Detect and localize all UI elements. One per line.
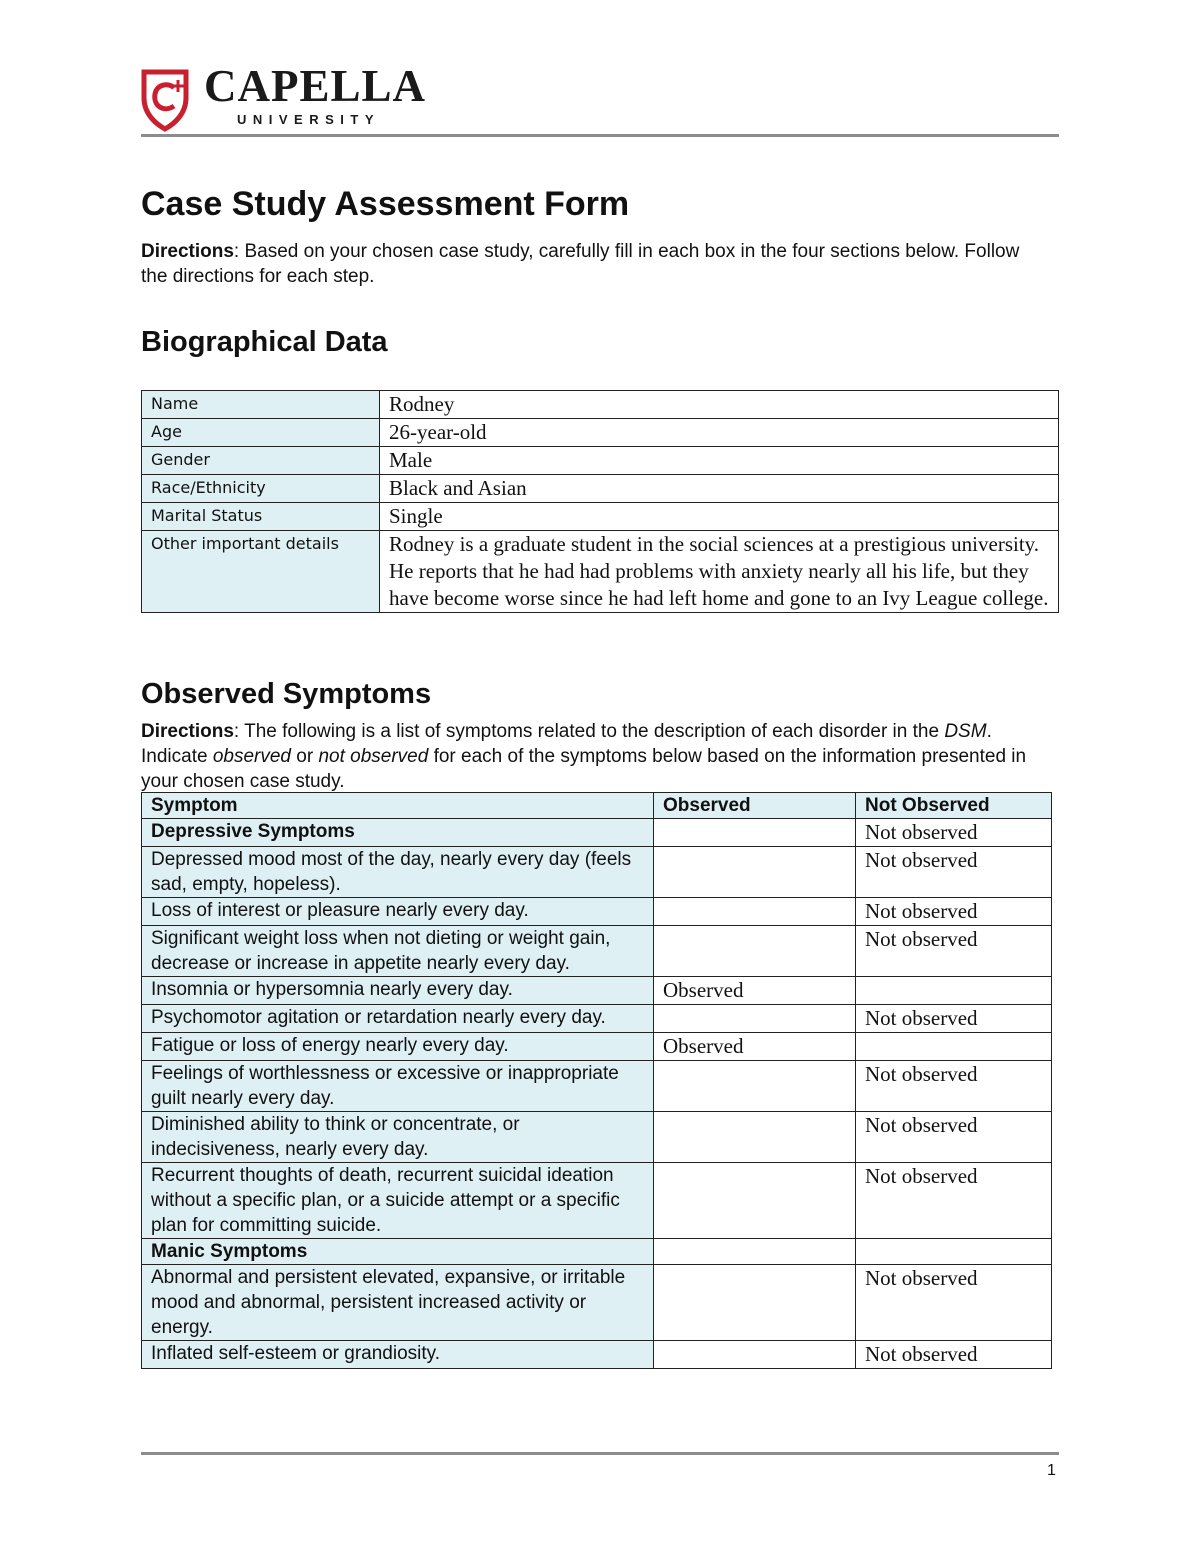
- not-observed-cell: [856, 1239, 1052, 1265]
- bio-value: Rodney: [380, 391, 1059, 419]
- bio-value: Rodney is a graduate student in the social sciences at a prestigious university. He reports that he had had problems with anxiety nearly all his life, but they have become worse since he had left home and gone to an Ivy League college.: [380, 531, 1059, 613]
- not-observed-cell: [856, 1033, 1052, 1061]
- symptoms-directions-label: Directions: [141, 721, 234, 742]
- bio-row: [142, 391, 1059, 419]
- symptom-row: [142, 977, 1052, 1005]
- not-observed-cell: Not observed: [856, 898, 1052, 926]
- bio-row: [142, 447, 1059, 475]
- page-number: 1: [1047, 1462, 1056, 1479]
- symptom-text: Psychomotor agitation or retardation nearly every day.: [142, 1005, 654, 1033]
- observed-cell: [654, 1265, 856, 1341]
- bio-value: 26-year-old: [380, 419, 1059, 447]
- directions-text: : Based on your chosen case study, carefully fill in each box in the four sections below. Follow the directions for each step.: [141, 241, 1020, 287]
- observed-cell: [654, 1112, 856, 1163]
- observed-cell: [654, 1163, 856, 1239]
- observed-cell: [654, 926, 856, 977]
- bio-label: Marital Status: [142, 503, 380, 531]
- symptom-category-row: [142, 1239, 1052, 1265]
- bio-row: [142, 531, 1059, 613]
- symptom-text: Significant weight loss when not dieting or weight gain, decrease or increase in appetite nearly every day.: [142, 926, 654, 977]
- symptom-text: Loss of interest or pleasure nearly every day.: [142, 898, 654, 926]
- logo-subtitle: UNIVERSITY: [237, 112, 381, 127]
- symptom-text: Depressed mood most of the day, nearly every day (feels sad, empty, hopeless).: [142, 847, 654, 898]
- capella-logo: [140, 61, 430, 132]
- symptom-category-row: [142, 819, 1052, 847]
- bio-value: Single: [380, 503, 1059, 531]
- observed-cell: [654, 847, 856, 898]
- not-observed-cell: Not observed: [856, 1265, 1052, 1341]
- header-not-observed: Not Observed: [856, 793, 1052, 819]
- observed-cell: [654, 1341, 856, 1369]
- symptom-text: Inflated self-esteem or grandiosity.: [142, 1341, 654, 1369]
- bio-value: Black and Asian: [380, 475, 1059, 503]
- observed-term: observed: [212, 746, 291, 767]
- symptom-text: Diminished ability to think or concentrate, or indecisiveness, nearly every day.: [142, 1112, 654, 1163]
- symptom-text: Feelings of worthlessness or excessive or inappropriate guilt nearly every day.: [142, 1061, 654, 1112]
- not-observed-cell: Not observed: [856, 1163, 1052, 1239]
- bio-label: Name: [142, 391, 380, 419]
- observed-cell: [654, 898, 856, 926]
- bio-label: Other important details: [142, 531, 380, 613]
- bio-value: Male: [380, 447, 1059, 475]
- directions-part: : The following is a list of symptoms related to the description of each disorder in the: [233, 721, 945, 742]
- not-observed-cell: Not observed: [856, 1061, 1052, 1112]
- shield-icon: [140, 68, 192, 132]
- symptom-text: Insomnia or hypersomnia nearly every day.: [142, 977, 654, 1005]
- directions-label: Directions: [141, 241, 234, 262]
- symptom-row: [142, 1265, 1052, 1341]
- not-observed-term: not observed: [318, 746, 429, 767]
- directions-intro: [141, 239, 1041, 289]
- page-title: Case Study Assessment Form: [141, 185, 630, 223]
- symptom-row: [142, 1005, 1052, 1033]
- symptoms-heading: Observed Symptoms: [141, 678, 432, 710]
- not-observed-cell: Not observed: [856, 1005, 1052, 1033]
- bio-row: [142, 503, 1059, 531]
- symptom-row: [142, 926, 1052, 977]
- bio-row: [142, 475, 1059, 503]
- observed-cell: Observed: [654, 1033, 856, 1061]
- symptom-row: [142, 1341, 1052, 1369]
- not-observed-cell: Not observed: [856, 1112, 1052, 1163]
- directions-part: . Indicate: [141, 721, 992, 767]
- bio-row: [142, 419, 1059, 447]
- not-observed-cell: Not observed: [856, 1341, 1052, 1369]
- not-observed-cell: Not observed: [856, 847, 1052, 898]
- not-observed-cell: Not observed: [856, 819, 1052, 847]
- footer-rule: [141, 1452, 1059, 1455]
- bio-label: Age: [142, 419, 380, 447]
- directions-part: for each of the symptoms below based on the information presented in your chosen case study.: [141, 746, 1027, 792]
- bio-heading: Biographical Data: [141, 326, 388, 358]
- observed-cell: [654, 819, 856, 847]
- symptom-text: Recurrent thoughts of death, recurrent suicidal ideation without a specific plan, or a suicide attempt or a specific plan for committing suicide.: [142, 1163, 654, 1239]
- symptoms-directions: [141, 719, 1061, 794]
- bio-label: Gender: [142, 447, 380, 475]
- symptom-row: [142, 1112, 1052, 1163]
- observed-cell: [654, 1061, 856, 1112]
- header-symptom: Symptom: [142, 793, 654, 819]
- dsm-term: DSM: [944, 721, 987, 742]
- bio-label: Race/Ethnicity: [142, 475, 380, 503]
- header-observed: Observed: [654, 793, 856, 819]
- symptom-row: [142, 1033, 1052, 1061]
- symptom-row: [142, 1061, 1052, 1112]
- header-rule: [141, 134, 1059, 137]
- not-observed-cell: [856, 977, 1052, 1005]
- symptoms-header-row: [142, 793, 1052, 819]
- not-observed-cell: Not observed: [856, 926, 1052, 977]
- directions-part: or: [291, 746, 319, 767]
- observed-cell: [654, 1239, 856, 1265]
- observed-cell: [654, 1005, 856, 1033]
- bio-table: [141, 390, 1059, 613]
- symptom-text: Fatigue or loss of energy nearly every day.: [142, 1033, 654, 1061]
- symptom-row: [142, 1163, 1052, 1239]
- symptoms-table: [141, 792, 1052, 1369]
- symptom-row: [142, 847, 1052, 898]
- symptom-text: Abnormal and persistent elevated, expansive, or irritable mood and abnormal, persistent increased activity or energy.: [142, 1265, 654, 1341]
- category-label: Manic Symptoms: [142, 1239, 654, 1265]
- logo-wordmark: CAPELLA: [204, 61, 427, 111]
- observed-cell: Observed: [654, 977, 856, 1005]
- symptom-row: [142, 898, 1052, 926]
- category-label: Depressive Symptoms: [142, 819, 654, 847]
